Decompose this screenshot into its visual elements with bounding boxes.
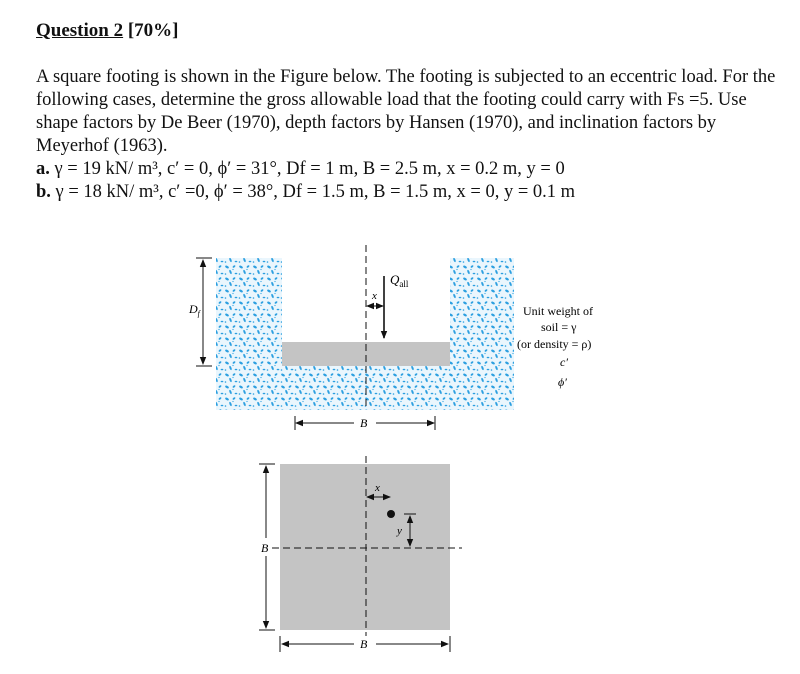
load-point <box>387 510 395 518</box>
b-label-plan-horizontal: B <box>360 637 368 651</box>
question-number: Question 2 <box>36 20 124 41</box>
soil-cohesion-label: c′ <box>560 355 568 369</box>
soil-gamma-label: soil = γ <box>541 320 577 334</box>
y-label-plan: y <box>397 525 402 537</box>
x-label-elevation: x <box>372 290 377 302</box>
soil-density-label: (or density = ρ) <box>517 337 592 351</box>
load-label: $Q_{all}$ <box>390 272 409 289</box>
soil-unit-weight-label: Unit weight of <box>523 304 593 318</box>
case-a-label: a. <box>36 159 50 179</box>
df-label: $D_f$ <box>189 302 200 318</box>
question-weight: [70%] <box>127 20 179 41</box>
intro-text: A square footing is shown in the Figure below. The footing is subjected to an eccentric load. For the following cases, determine the gross allowable load that the footing could carry with Fs =5. Use shape factors by De Beer (1970), depth factors by Hansen (1970), and inclination factors by Meyerhof (1963). <box>36 67 776 156</box>
soil-mass <box>216 258 514 410</box>
case-a-text: γ = 19 kN/ m³, c′ = 0, ϕ′ = 31°, Df = 1 m, B = 2.5 m, x = 0.2 m, y = 0 <box>54 159 565 179</box>
soil-friction-angle-label: ϕ′ <box>558 375 567 389</box>
x-label-plan: x <box>375 482 380 494</box>
footing-plan <box>280 464 450 630</box>
case-b-label: b. <box>36 182 51 202</box>
b-label-plan-vertical: B <box>261 541 269 555</box>
case-b-text: γ = 18 kN/ m³, c′ =0, ϕ′ = 38°, Df = 1.5 m, B = 1.5 m, x = 0, y = 0.1 m <box>55 182 576 202</box>
b-label-elevation: B <box>360 416 368 430</box>
